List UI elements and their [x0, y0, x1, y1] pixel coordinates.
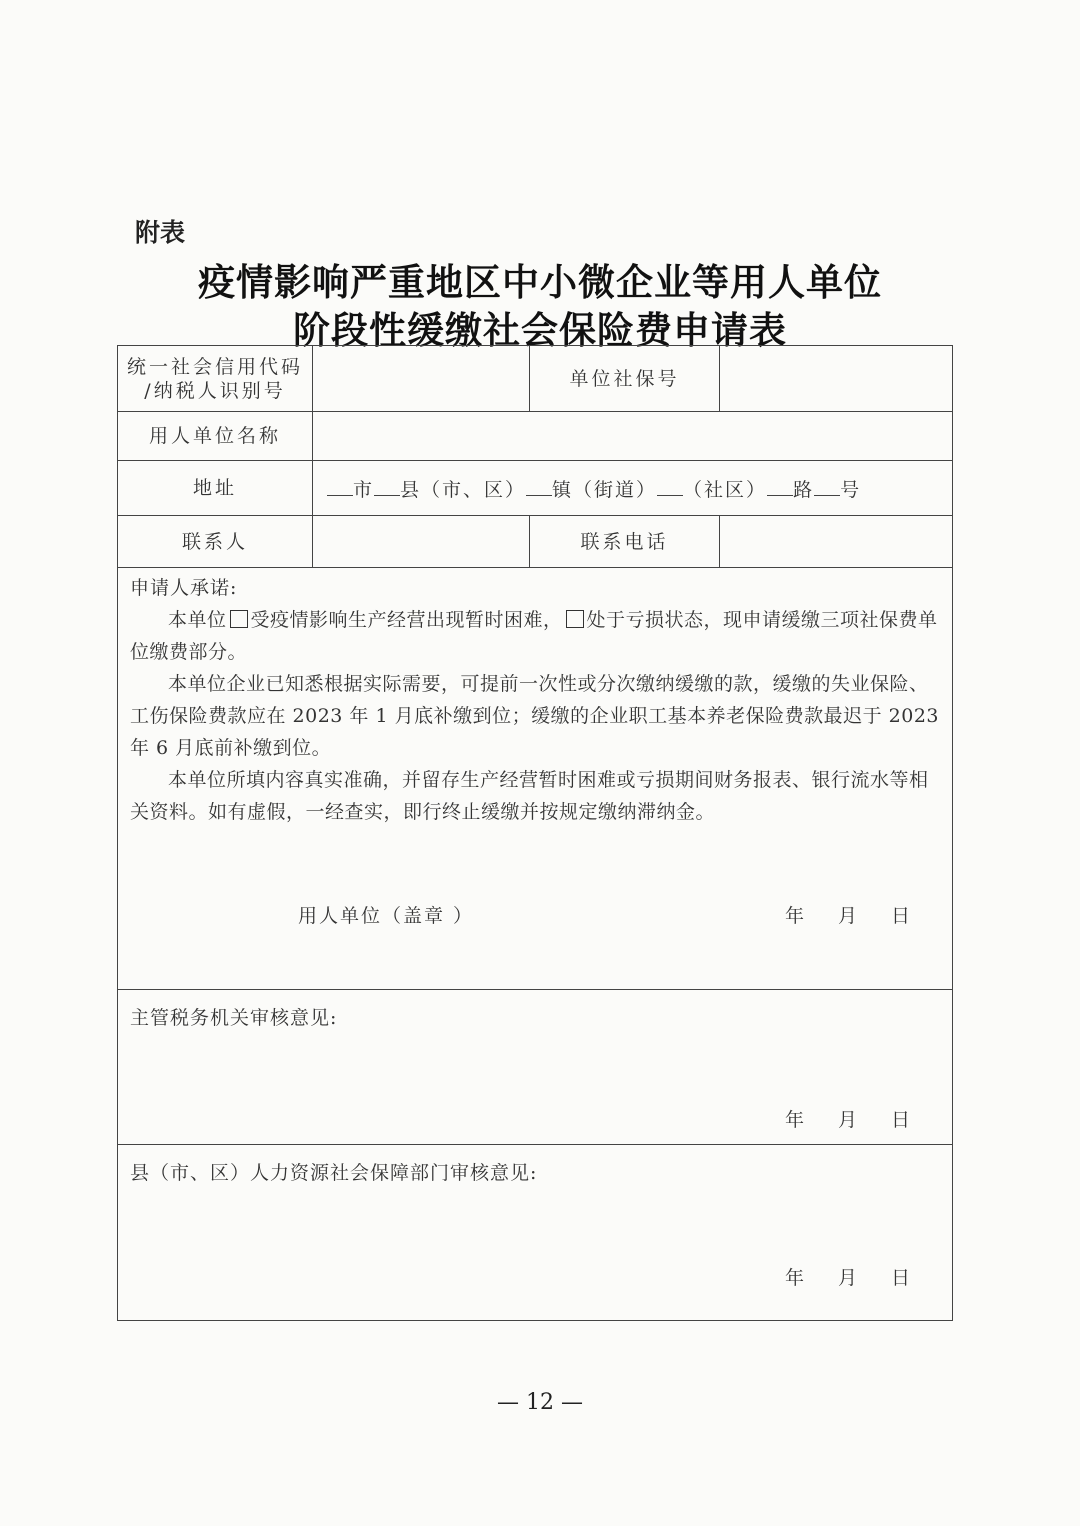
address-label: 地址 [118, 461, 313, 516]
phone-label: 联系电话 [530, 516, 720, 568]
credit-code-label-line2: /纳税人识别号 [144, 379, 286, 402]
p1-part-b: 受疫情影响生产经营出现暂时困难， [250, 609, 563, 631]
checkbox-loss-state[interactable] [566, 610, 584, 628]
hr-review-section [118, 1145, 953, 1321]
address-part-town: 镇（街道） [552, 478, 658, 501]
p1-part-a: 本单位 [168, 609, 227, 631]
contact-label: 联系人 [118, 516, 313, 568]
table-row [118, 1145, 953, 1321]
checkbox-temporary-difficulty[interactable] [230, 610, 248, 628]
table-row [118, 990, 953, 1145]
credit-code-label [118, 346, 313, 412]
form-title-line1: 疫情影响严重地区中小微企业等用人单位 [198, 261, 882, 304]
address-part-city: 市 [353, 478, 375, 501]
attachment-label: 附表 [135, 218, 186, 247]
contact-field[interactable] [313, 516, 530, 568]
address-part-number: 号 [840, 478, 862, 501]
blank-city[interactable] [327, 477, 353, 496]
employer-seal-label: 用人单位（盖章 ） [298, 905, 475, 927]
tax-review-section [118, 990, 953, 1145]
commitment-paragraph-1 [130, 604, 942, 668]
credit-code-label-line1: 统一社会信用代码 [126, 355, 303, 378]
application-form-table [117, 345, 953, 1321]
page-number: — 12 — [497, 1390, 583, 1415]
phone-field[interactable] [720, 516, 953, 568]
form-title-line2: 阶段性缓缴社会保险费申请表 [293, 309, 787, 352]
table-row [118, 346, 953, 412]
table-row [118, 412, 953, 461]
blank-road[interactable] [767, 477, 793, 496]
commitment-date: 年月日 [784, 905, 944, 927]
employer-name-label: 用人单位名称 [118, 412, 313, 461]
p1-part-c: 处于亏损状态，现申请缓缴三项社保费单位缴费部分。 [130, 609, 938, 663]
blank-county[interactable] [374, 477, 400, 496]
blank-community[interactable] [657, 477, 683, 496]
blank-town[interactable] [526, 477, 552, 496]
commitment-paragraph-2: 本单位企业已知悉根据实际需要，可提前一次性或分次缴纳缓缴的款，缓缴的失业保险、工伤保险费款应在 2023 年 1 月底补缴到位；缓缴的企业职工基本养老保险费款最迟于 2023 年 6 月底前补缴到位。 [130, 673, 939, 759]
address-part-county: 县（市、区） [400, 478, 527, 501]
tax-review-date: 年月日 [784, 1109, 944, 1131]
social-security-no-field[interactable] [720, 346, 953, 412]
tax-review-heading: 主管税务机关审核意见: [130, 1007, 338, 1029]
commitment-heading: 申请人承诺: [130, 577, 238, 599]
commitment-section [118, 568, 953, 990]
commitment-paragraph-3: 本单位所填内容真实准确，并留存生产经营暂时困难或亏损期间财务报表、银行流水等相关资料。如有虚假，一经查实，即行终止缓缴并按规定缴纳滞纳金。 [130, 769, 929, 823]
blank-number[interactable] [814, 477, 840, 496]
address-part-community: （社区） [683, 478, 768, 501]
address-part-road: 路 [793, 478, 815, 501]
hr-review-heading: 县（市、区）人力资源社会保障部门审核意见: [130, 1162, 538, 1184]
address-field[interactable] [313, 461, 953, 516]
hr-review-date: 年月日 [784, 1267, 944, 1289]
table-row [118, 461, 953, 516]
credit-code-field[interactable] [313, 346, 530, 412]
table-row [118, 568, 953, 990]
table-row [118, 516, 953, 568]
employer-name-field[interactable] [313, 412, 953, 461]
social-security-no-label: 单位社保号 [530, 346, 720, 412]
